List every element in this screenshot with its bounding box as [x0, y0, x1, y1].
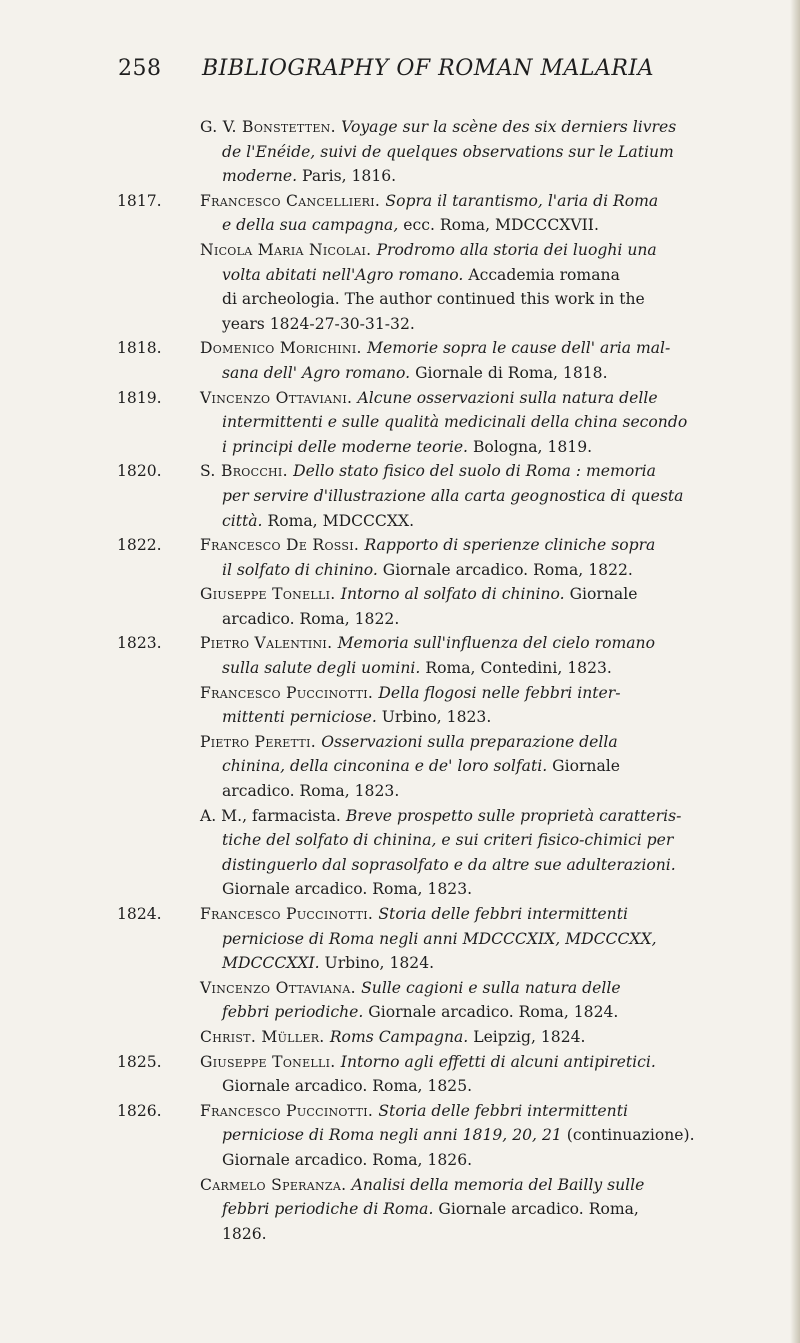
- entry-title: Rapporto di sperienze cliniche sopra: [364, 536, 656, 555]
- entry-title: città.: [222, 511, 263, 530]
- entry-line: [200, 140, 740, 165]
- entry-title: febbri periodiche.: [222, 1003, 364, 1022]
- entry-title: chinina, della cinconina e de' loro solfati.: [222, 757, 548, 776]
- entry-title: Dello stato fisico del suolo di Roma : memoria: [293, 462, 656, 481]
- entry-line: [200, 853, 740, 878]
- bibliography-entry: [117, 459, 740, 533]
- bibliography-entry: [200, 115, 740, 189]
- entry-title: Osservazioni sulla preparazione della: [321, 732, 618, 751]
- entry-title: MDCCCXXI.: [222, 954, 320, 973]
- entry-line: [200, 484, 740, 509]
- entry-publication: Urbino, 1823.: [376, 708, 492, 727]
- entry-title: perniciose di Roma negli anni 1819, 20, 21: [222, 1126, 562, 1145]
- entry-title: intermittenti e sulle qualità medicinali della china secondo: [222, 413, 688, 432]
- entry-publication: Urbino, 1824.: [319, 954, 435, 973]
- bibliography-entry: [200, 582, 740, 631]
- entry-author: Vincenzo Ottaviani.: [200, 388, 358, 407]
- entry-line: [200, 287, 740, 312]
- entry-title: Prodromo alla storia dei luoghi una: [376, 240, 657, 259]
- entry-line: [200, 754, 740, 779]
- entry-publication: years 1824-27-30-31-32.: [222, 314, 415, 333]
- entry-title: sana dell' Agro romano.: [222, 363, 411, 382]
- entry-year: 1818.: [117, 339, 162, 358]
- entry-title: distinguerlo dal soprasolfato e da altre sue adulterazioni.: [222, 855, 676, 874]
- entry-line: [200, 1099, 740, 1124]
- entry-year: 1820.: [117, 462, 162, 481]
- entry-title: Alcune osservazioni sulla natura delle: [357, 388, 658, 407]
- entry-line: [200, 828, 740, 853]
- entry-line: [200, 263, 740, 288]
- entry-line: [200, 213, 740, 238]
- entry-author: Carmelo Speranza.: [200, 1175, 352, 1194]
- entry-line: [200, 238, 740, 263]
- entry-year: 1824.: [117, 905, 162, 923]
- entry-publication: Giornale di Roma, 1818.: [410, 363, 608, 382]
- bibliography-entry: [200, 976, 740, 1025]
- entry-author: Pietro Valentini.: [200, 634, 338, 653]
- entry-line: [200, 976, 740, 1001]
- entry-author: Francesco Puccinotti.: [200, 1101, 379, 1120]
- entry-title: moderne.: [222, 167, 298, 186]
- entry-line: [200, 1173, 740, 1198]
- entry-line: [200, 164, 740, 189]
- entry-author: Francesco Puccinotti.: [200, 905, 379, 923]
- entry-line: [200, 1123, 740, 1148]
- entry-publication: arcadico. Roma, 1822.: [222, 609, 400, 628]
- entry-line: [200, 582, 740, 607]
- entry-publication: Giornale: [547, 757, 620, 776]
- entry-title: Breve prospetto sulle proprietà caratteris-: [345, 806, 682, 825]
- bibliography-entry: [117, 533, 740, 582]
- entry-publication: Giornale: [564, 585, 638, 604]
- entry-line: [200, 1050, 740, 1075]
- bibliography-entry: [117, 631, 740, 680]
- bibliography-entry: [117, 336, 740, 385]
- bibliography-entry: [200, 804, 740, 902]
- entry-publication: ecc. Roma, MDCCCXVII.: [398, 216, 599, 235]
- entry-title: Roms Campagna.: [329, 1027, 469, 1046]
- bibliography-entry: [200, 730, 740, 804]
- entry-title: Analisi della memoria del Bailly sulle: [351, 1175, 645, 1194]
- entry-line: [200, 1222, 740, 1247]
- bibliography-entry: [117, 189, 740, 238]
- entry-author: Christ. Müller.: [200, 1027, 330, 1046]
- entry-line: [200, 902, 740, 927]
- entry-title: Storia delle febbri intermittenti: [378, 1101, 628, 1120]
- entry-publication: (continuazione).: [561, 1126, 695, 1145]
- entry-author: Giuseppe Tonelli.: [200, 1052, 341, 1071]
- entry-line: [200, 533, 740, 558]
- entry-author: Domenico Morichini.: [200, 339, 368, 358]
- entry-publication: Leipzig, 1824.: [468, 1027, 586, 1046]
- entry-publication: Giornale arcadico. Roma, 1822.: [377, 560, 633, 579]
- entry-year: 1825.: [117, 1052, 162, 1071]
- bibliography-list: [0, 115, 800, 1246]
- entry-line: [200, 312, 740, 337]
- entry-line: [200, 927, 740, 952]
- bibliography-entry: [200, 1025, 740, 1050]
- entry-author: Pietro Peretti.: [200, 732, 322, 751]
- entry-line: [200, 1148, 740, 1173]
- entry-line: [200, 681, 740, 706]
- entry-line: [200, 804, 740, 829]
- entry-line: [200, 115, 740, 140]
- entry-line: [200, 435, 740, 460]
- entry-publication: Giornale arcadico. Roma, 1823.: [222, 880, 473, 899]
- entry-publication: Giornale arcadico. Roma,: [433, 1200, 639, 1219]
- entry-year: 1822.: [117, 536, 162, 555]
- entry-line: [200, 877, 740, 902]
- entry-line: [200, 607, 740, 632]
- entry-publication: arcadico. Roma, 1823.: [222, 782, 400, 801]
- entry-author: Francesco Cancellieri.: [200, 191, 386, 210]
- entry-author: Francesco Puccinotti.: [200, 683, 379, 702]
- entry-title: Sopra il tarantismo, l'aria di Roma: [385, 191, 659, 210]
- entry-line: [200, 558, 740, 583]
- entry-publication: Accademia romana: [463, 265, 620, 284]
- entry-year: 1826.: [117, 1101, 162, 1120]
- entry-title: i principi delle moderne teorie.: [222, 437, 469, 456]
- entry-title: Storia delle febbri intermittenti: [378, 905, 628, 923]
- entry-publication: Bologna, 1819.: [468, 437, 593, 456]
- running-title: BIBLIOGRAPHY OF ROMAN MALARIA: [202, 56, 654, 81]
- entry-line: [200, 509, 740, 534]
- entry-title: Intorno al solfato di chinino.: [340, 585, 565, 604]
- running-header: [118, 56, 740, 92]
- entry-line: [200, 459, 740, 484]
- entry-title: febbri periodiche di Roma.: [222, 1200, 434, 1219]
- entry-line: [200, 730, 740, 755]
- entry-author: Francesco De Rossi.: [200, 536, 365, 555]
- entry-line: [200, 1197, 740, 1222]
- entry-line: [200, 1000, 740, 1025]
- entry-publication: Paris, 1816.: [297, 167, 397, 186]
- entry-title: volta abitati nell'Agro romano.: [222, 265, 464, 284]
- bibliography-entry: [117, 902, 740, 976]
- entry-line: [200, 336, 740, 361]
- entry-author: Vincenzo Ottaviana.: [200, 978, 362, 997]
- entry-publication: Giornale arcadico. Roma, 1825.: [222, 1077, 473, 1096]
- entry-title: Della flogosi nelle febbri inter-: [378, 683, 621, 702]
- entry-author: S. Brocchi.: [200, 462, 294, 481]
- entry-title: de l'Enéide, suivi de quelques observations sur le Latium: [222, 142, 674, 161]
- entry-publication: Roma, Contedini, 1823.: [420, 659, 612, 678]
- entry-line: [200, 779, 740, 804]
- entry-author: G. V. Bonstetten.: [200, 118, 342, 136]
- bibliography-entry: [200, 238, 740, 336]
- page-number: 258: [118, 56, 162, 81]
- entry-line: [200, 951, 740, 976]
- entry-line: [200, 1074, 740, 1099]
- entry-publication: Roma, MDCCCXX.: [262, 511, 415, 530]
- bibliography-entry: [200, 1173, 740, 1247]
- entry-line: [200, 1025, 740, 1050]
- entry-title: perniciose di Roma negli anni MDCCCXIX, MDCCCXX,: [222, 929, 657, 948]
- entry-publication: Giornale arcadico. Roma, 1824.: [363, 1003, 619, 1022]
- entry-line: [200, 361, 740, 386]
- entry-line: [200, 410, 740, 435]
- entry-title: sulla salute degli uomini.: [222, 659, 421, 678]
- entry-line: [200, 631, 740, 656]
- bibliography-entry: [117, 1050, 740, 1099]
- entry-title: e della sua campagna,: [222, 216, 399, 235]
- entry-author: Giuseppe Tonelli.: [200, 585, 341, 604]
- entry-line: [200, 656, 740, 681]
- entry-title: Memorie sopra le cause dell' aria mal-: [367, 339, 671, 358]
- entry-line: [200, 189, 740, 214]
- entry-title: il solfato di chinino.: [222, 560, 378, 579]
- entry-publication: Giornale arcadico. Roma, 1826.: [222, 1150, 473, 1169]
- entry-author: Nicola Maria Nicolai.: [200, 240, 377, 259]
- entry-publication: di archeologia. The author continued this work in the: [222, 290, 645, 309]
- bibliography-entry: [200, 681, 740, 730]
- bibliography-entry: [117, 1099, 740, 1173]
- bibliography-entry: [117, 386, 740, 460]
- entry-title: Sulle cagioni e sulla natura delle: [361, 978, 621, 997]
- entry-title: mittenti perniciose.: [222, 708, 377, 727]
- entry-line: [200, 705, 740, 730]
- entry-title: Voyage sur la scène des six derniers livres: [341, 118, 677, 136]
- entry-year: 1823.: [117, 634, 162, 653]
- entry-title: Intorno agli effetti di alcuni antipiretici.: [340, 1052, 656, 1071]
- entry-title: tiche del solfato di chinina, e sui criteri fisico-chimici per: [222, 831, 674, 850]
- entry-year: 1819.: [117, 388, 162, 407]
- entry-year: 1817.: [117, 191, 162, 210]
- entry-publication: 1826.: [222, 1224, 267, 1243]
- page-edge-shadow: [790, 0, 800, 1343]
- entry-line: [200, 386, 740, 411]
- entry-title: Memoria sull'influenza del cielo romano: [337, 634, 655, 653]
- entry-author: A. M., farmacista.: [200, 806, 346, 825]
- entry-title: per servire d'illustrazione alla carta geognostica di questa: [222, 486, 684, 505]
